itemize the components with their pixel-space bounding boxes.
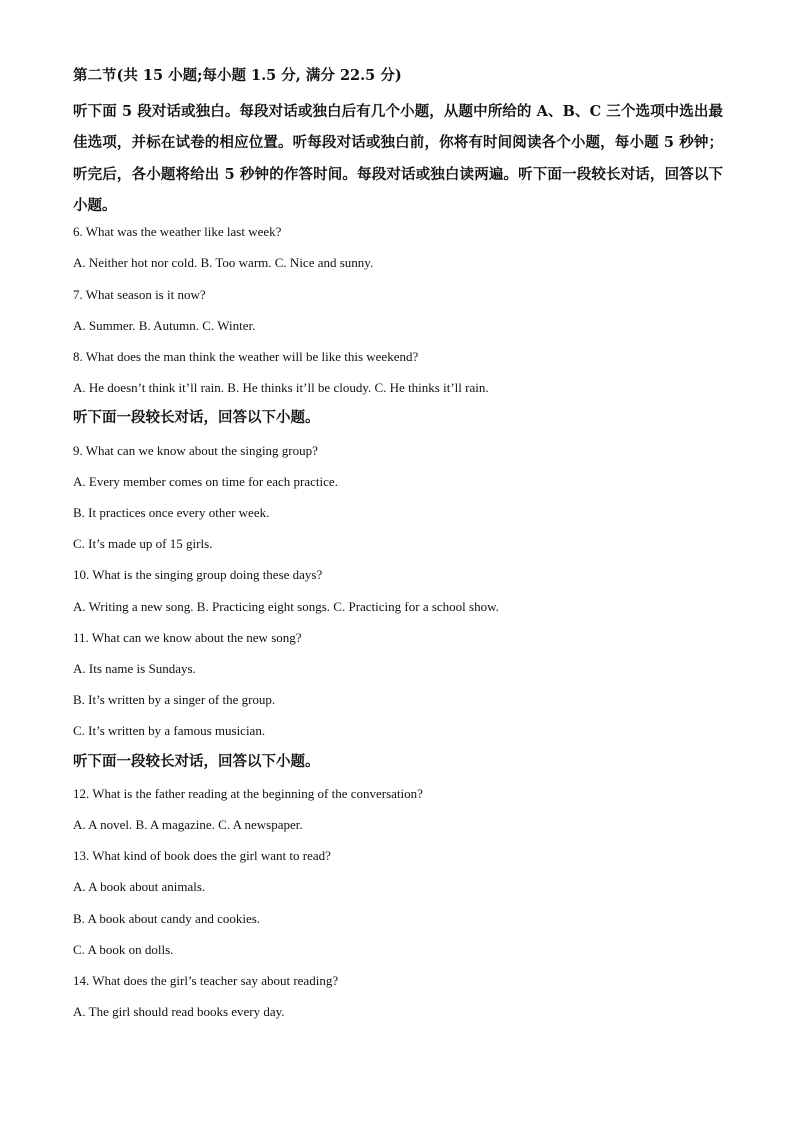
- question-10: 10. What is the singing group doing these days?: [73, 567, 323, 582]
- question-6-options: A. Neither hot nor cold. B. Too warm. C. Nice and sunny.: [73, 255, 374, 270]
- question-6: 6. What was the weather like last week?: [73, 224, 282, 239]
- question-7: 7. What season is it now?: [73, 287, 206, 302]
- question-9-option-a: A. Every member comes on time for each practice.: [73, 474, 338, 489]
- question-11-option-b: B. It’s written by a singer of the group.: [73, 692, 276, 707]
- question-8: 8. What does the man think the weather will be like this weekend?: [73, 349, 419, 364]
- question-13-option-c: C. A book on dolls.: [73, 942, 174, 957]
- question-13-option-a: A. A book about animals.: [73, 879, 206, 894]
- question-14-option-a: A. The girl should read books every day.: [73, 1004, 285, 1019]
- question-11-option-a: A. Its name is Sundays.: [73, 661, 196, 676]
- question-7-options: A. Summer. B. Autumn. C. Winter.: [73, 318, 256, 333]
- question-11: 11. What can we know about the new song?: [73, 630, 302, 645]
- dialogue-instruction: 听下面一段较长对话，回答以下小题。: [73, 753, 320, 770]
- section-heading: 第二节(共 15 小题;每小题 1.5 分, 满分 22.5 分): [73, 67, 402, 84]
- question-10-options: A. Writing a new song. B. Practicing eight songs. C. Practicing for a school show.: [73, 599, 499, 614]
- question-9-option-c: C. It’s made up of 15 girls.: [73, 536, 213, 551]
- dialogue-instruction: 听下面一段较长对话，回答以下小题。: [73, 409, 320, 426]
- question-9-option-b: B. It practices once every other week.: [73, 505, 270, 520]
- question-9: 9. What can we know about the singing group?: [73, 443, 318, 458]
- question-13: 13. What kind of book does the girl want to read?: [73, 848, 331, 863]
- question-14: 14. What does the girl’s teacher say about reading?: [73, 973, 339, 988]
- question-8-options: A. He doesn’t think it’ll rain. B. He thinks it’ll be cloudy. C. He thinks it’ll rain.: [73, 380, 489, 395]
- question-12: 12. What is the father reading at the beginning of the conversation?: [73, 786, 423, 801]
- question-11-option-c: C. It’s written by a famous musician.: [73, 723, 266, 738]
- question-13-option-b: B. A book about candy and cookies.: [73, 911, 261, 926]
- question-12-options: A. A novel. B. A magazine. C. A newspaper.: [73, 817, 303, 832]
- section-instructions: 听下面 5 段对话或独白。每段对话或独白后有几个小题，从题中所给的 A、B、C 三个选项中选出最佳选项，并标在试卷的相应位置。听每段对话或独白前，你将有时间阅读各个小题，每小题 5 秒钟；听完后，各小题将给出 5 秒钟的作答时间。每段对话或独白读两遍。听下面一段较长对话，回答以下小题。: [73, 103, 723, 214]
